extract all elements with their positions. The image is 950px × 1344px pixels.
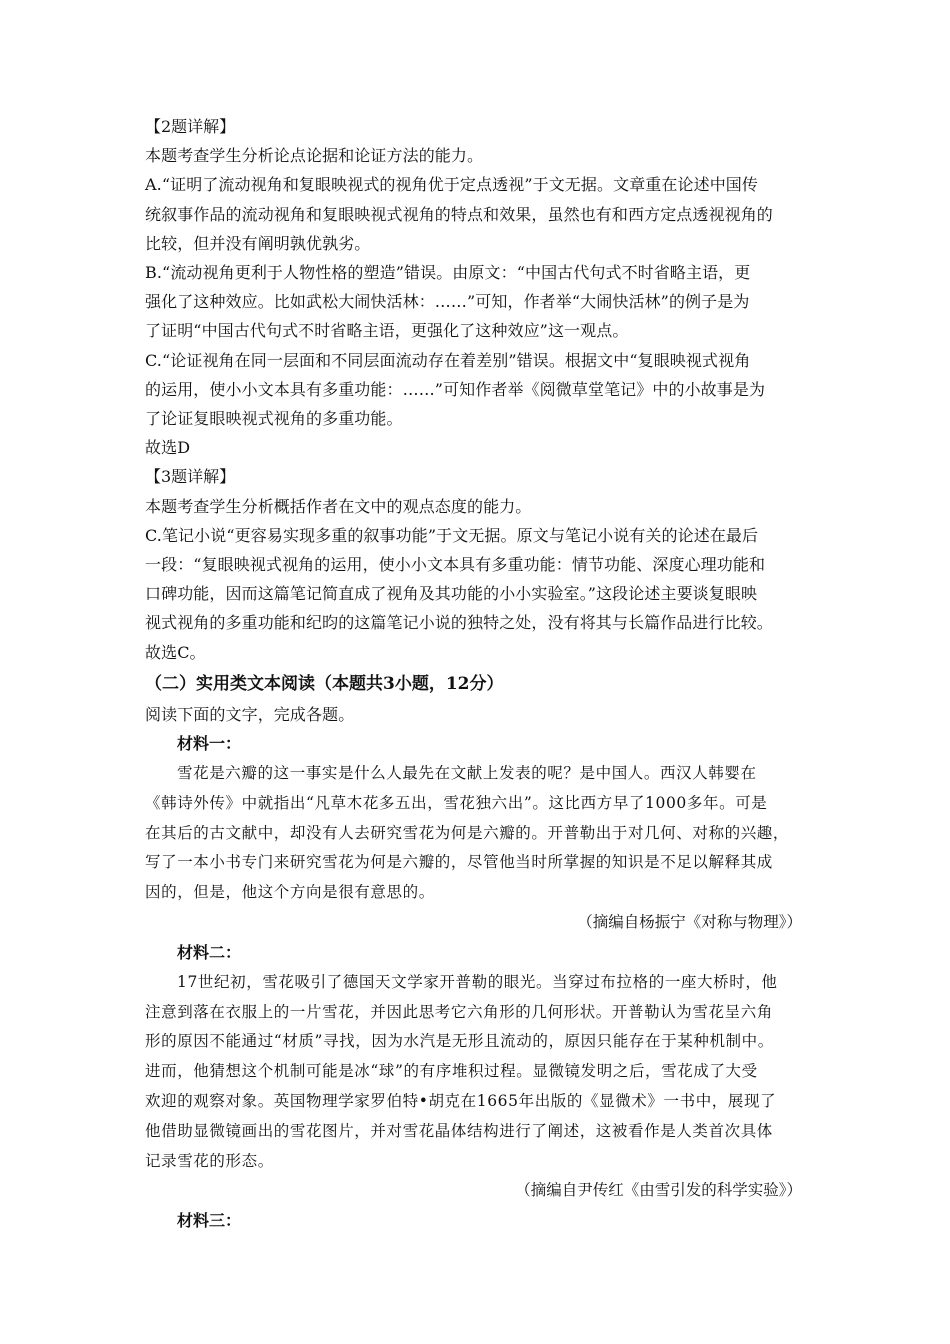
q2-line-3: 统叙事作品的流动视角和复眼映视式视角的特点和效果，虽然也有和西方定点透视视角的 xyxy=(145,204,773,224)
q2-line-7: 了证明“中国古代句式不时省略主语，更强化了这种效应”这一观点。 xyxy=(145,321,629,341)
q2-line-6: 强化了这种效应。比如武松大闹快活林：……”可知，作者举“大闹快活林”的例子是为 xyxy=(145,292,750,312)
q2-line-4: 比较，但并没有阐明孰优孰劣。 xyxy=(145,233,371,253)
q3-line-4: 口碑功能，因而这篇笔记简直成了视角及其功能的小小实验室。”这段论述主要谈复眼映 xyxy=(145,584,758,604)
material-2-line-3: 形的原因不能通过“材质”寻找，因为水汽是无形且流动的，原因只能存在于某种机制中。 xyxy=(145,1032,774,1051)
material-2-source: （摘编自尹传红《由雪引发的科学实验》） xyxy=(515,1181,802,1200)
material-1-line-5: 因的，但是，他这个方向是很有意思的。 xyxy=(145,883,435,902)
material-2-line-5: 欢迎的观察对象。英国物理学家罗伯特•胡克在1665年出版的《显微术》一书中，展现了 xyxy=(145,1092,777,1111)
q2-answer: 故选D xyxy=(145,438,191,458)
q2-line-9: 的运用，使小小文本具有多重功能：……”可知作者举《阅微草堂笔记》中的小故事是为 xyxy=(145,379,766,399)
q2-line-10: 了论证复眼映视式视角的多重功能。 xyxy=(145,409,403,429)
q3-line-3: 一段：“复眼映视式视角的运用，使小小文本具有多重功能：情节功能、深度心理功能和 xyxy=(145,555,766,575)
material-2-line-1: 17世纪初，雪花吸引了德国天文学家开普勒的眼光。当穿过布拉格的一座大桥时，他 xyxy=(177,972,778,991)
q3-answer: 故选C。 xyxy=(145,642,206,662)
q2-line-2: A.“证明了流动视角和复眼映视式的视角优于定点透视”于文无据。文章重在论述中国传 xyxy=(145,175,759,195)
material-1-line-3: 在其后的古文献中，却没有人去研究雪花为何是六瓣的。开普勒出于对几何、对称的兴趣， xyxy=(145,823,790,842)
q3-line-1: 本题考查学生分析概括作者在文中的观点态度的能力。 xyxy=(145,496,532,516)
material-2-line-2: 注意到落在衣服上的一片雪花，并因此思考它六角形的几何形状。开普勒认为雪花呈六角 xyxy=(145,1002,773,1021)
material-1-line-4: 写了一本小书专门来研究雪花为何是六瓣的，尽管他当时所掌握的知识是不足以解释其成 xyxy=(145,853,773,872)
document-page xyxy=(145,112,810,1236)
material-2-line-6: 他借助显微镜画出的雪花图片，并对雪花晶体结构进行了阐述，这被看作是人类首次具体 xyxy=(145,1121,773,1140)
q2-line-8: C.“论证视角在同一层面和不同层面流动存在着差别”错误。根据文中“复眼映视式视角 xyxy=(145,350,751,370)
section-title: （二）实用类文本阅读（本题共3小题，12分） xyxy=(145,673,504,694)
material-1-source: （摘编自杨振宁《对称与物理》） xyxy=(577,913,802,932)
material-2-line-7: 记录雪花的形态。 xyxy=(145,1151,274,1170)
q3-line-2: C.笔记小说“更容易实现多重的叙事功能”于文无据。原文与笔记小说有关的论述在最后 xyxy=(145,525,759,545)
q2-heading: 【2题详解】 xyxy=(145,117,236,136)
q2-line-1: 本题考查学生分析论点论据和论证方法的能力。 xyxy=(145,146,484,166)
material-3-title: 材料三： xyxy=(177,1211,242,1231)
material-1-line-1: 雪花是六瓣的这一事实是什么人最先在文献上发表的呢？是中国人。西汉人韩婴在 xyxy=(177,764,757,783)
q3-line-5: 视式视角的多重功能和纪昀的这篇笔记小说的独特之处，没有将其与长篇作品进行比较。 xyxy=(145,613,773,633)
material-2-title: 材料二： xyxy=(177,942,242,962)
q2-line-5: B.“流动视角更利于人物性格的塑造”错误。由原文：“中国古代句式不时省略主语，更 xyxy=(145,263,751,283)
material-1-title: 材料一： xyxy=(177,734,242,754)
section-instruction: 阅读下面的文字，完成各题。 xyxy=(145,704,355,724)
q3-heading: 【3题详解】 xyxy=(145,467,236,487)
material-1-line-2: 《韩诗外传》中就指出“凡草木花多五出，雪花独六出”。这比西方早了1000多年。可是 xyxy=(145,793,768,812)
material-2-line-4: 进而，他猜想这个机制可能是冰“球”的有序堆积过程。显微镜发明之后，雪花成了大受 xyxy=(145,1062,758,1081)
